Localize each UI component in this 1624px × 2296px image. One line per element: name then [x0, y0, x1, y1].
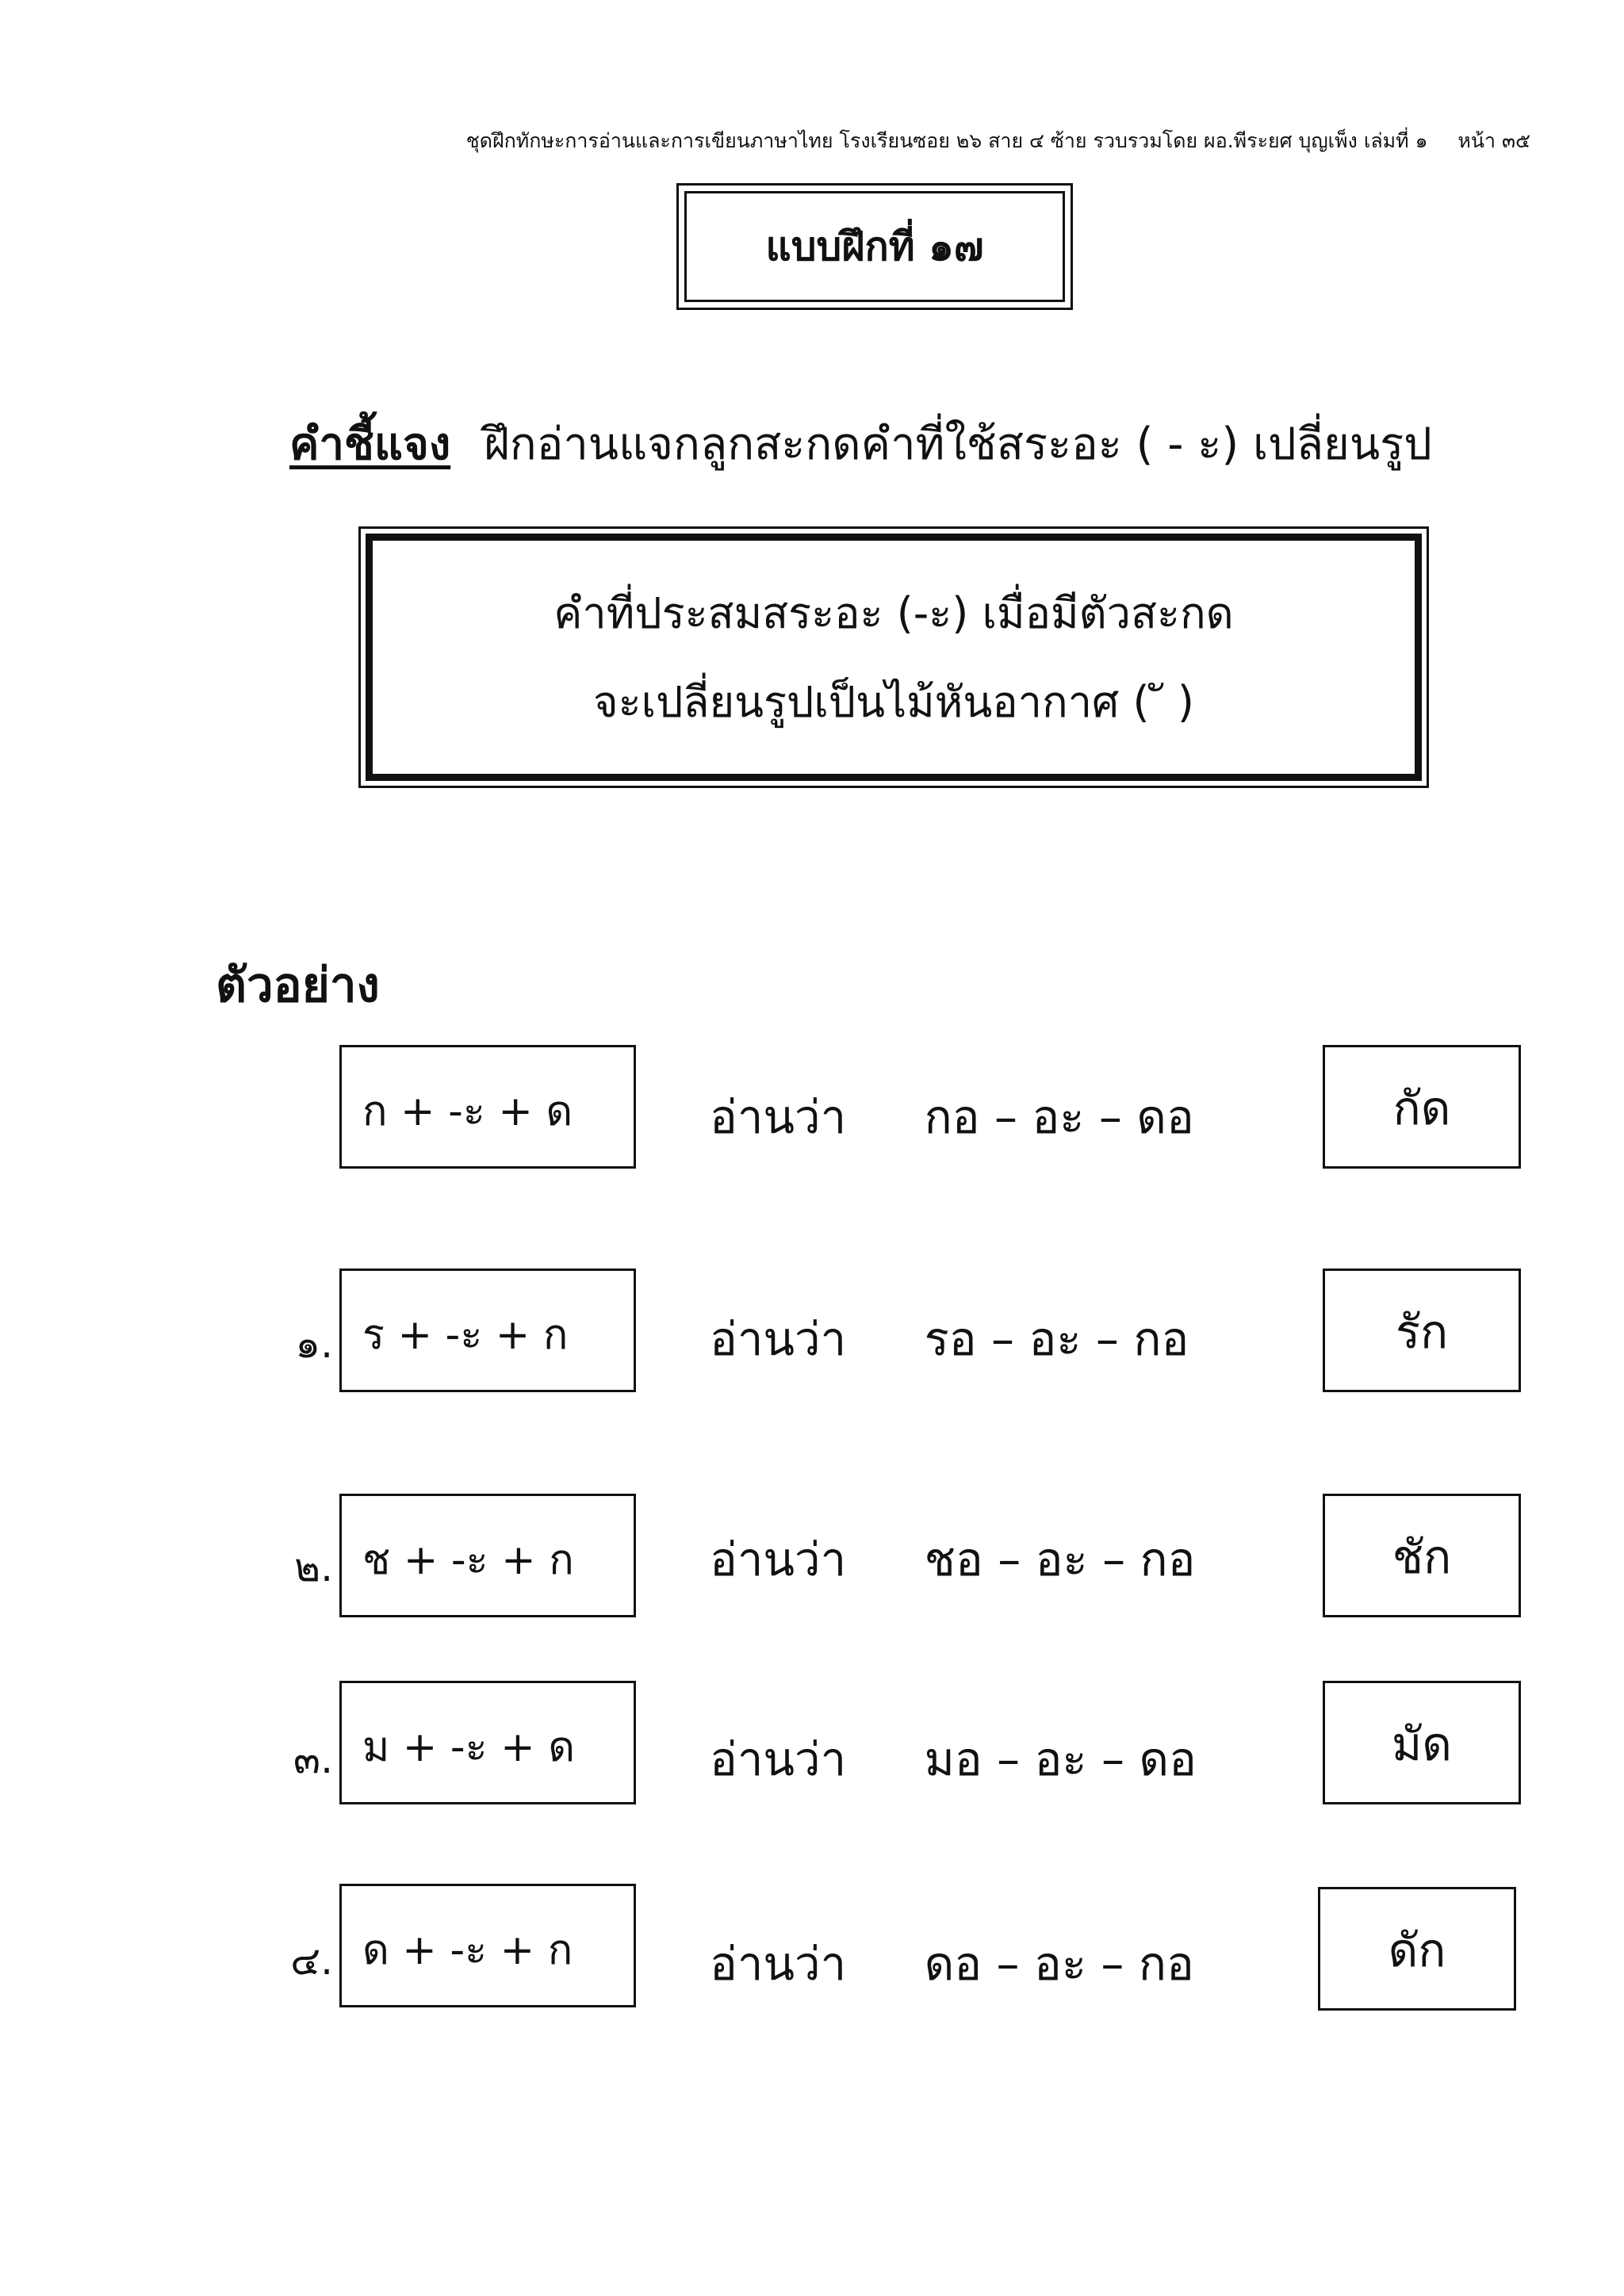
page-header — [466, 125, 1530, 157]
reading — [710, 1927, 1194, 2000]
formula-box — [339, 1494, 636, 1617]
reading — [710, 1080, 1194, 1154]
formula-text: ก + -ะ + ด — [362, 1088, 573, 1135]
rule-box — [358, 526, 1429, 788]
read-label: อ่านว่า — [710, 1732, 847, 1786]
answer-box — [1323, 1045, 1521, 1169]
rule-line-2: จะเปลี่ยนรูปเป็นไม้หันอากาศ ( ั ) — [593, 677, 1194, 727]
answer-text: ชัก — [1392, 1530, 1452, 1584]
row-number: ๒. — [294, 1544, 333, 1590]
reading-text: รอ – อะ – กอ — [924, 1312, 1189, 1366]
formula-text: ด + -ะ + ก — [362, 1927, 573, 1974]
answer-text: รัก — [1395, 1305, 1449, 1359]
reading — [710, 1302, 1189, 1376]
reading-text: ชอ – อะ – กอ — [924, 1533, 1196, 1586]
answer-text: กัด — [1392, 1081, 1451, 1135]
read-label: อ่านว่า — [710, 1312, 847, 1366]
formula-box — [339, 1681, 636, 1804]
answer-box — [1323, 1494, 1521, 1617]
read-label: อ่านว่า — [710, 1090, 847, 1144]
answer-box — [1323, 1269, 1521, 1392]
row-number: ๔. — [290, 1938, 333, 1984]
answer-box — [1323, 1681, 1521, 1804]
answer-box — [1318, 1887, 1516, 2011]
instruction — [289, 408, 1432, 479]
reading — [710, 1722, 1197, 1796]
page-number: หน้า ๓๕ — [1457, 129, 1530, 152]
reading-text: ดอ – อะ – กอ — [924, 1937, 1194, 1991]
example-heading: ตัวอย่าง — [216, 958, 380, 1013]
reading — [710, 1522, 1196, 1596]
row-number: ๓. — [293, 1736, 333, 1782]
answer-text: มัด — [1392, 1717, 1452, 1771]
formula-box — [339, 1045, 636, 1169]
formula-box — [339, 1269, 636, 1392]
page-title: แบบฝึกที่ ๑๗ — [684, 191, 1065, 302]
row-number: ๑. — [295, 1321, 333, 1367]
formula-text: ร + -ะ + ก — [362, 1311, 569, 1359]
formula-text: ช + -ะ + ก — [362, 1536, 574, 1584]
header-text: ชุดฝึกทักษะการอ่านและการเขียนภาษาไทย โรงเรียนซอย ๒๖ สาย ๔ ซ้าย รวบรวมโดย ผอ.พีระยศ บุญเพ็ง เล่มที่ ๑ — [465, 129, 1428, 152]
instruction-label: คำชี้แจง — [289, 419, 451, 470]
formula-text: ม + -ะ + ด — [362, 1724, 575, 1771]
read-label: อ่านว่า — [710, 1937, 847, 1991]
rule-content — [366, 534, 1422, 781]
answer-text: ดัก — [1388, 1923, 1446, 1977]
rule-line-1: คำที่ประสมสระอะ (-ะ) เมื่อมีตัวสะกด — [553, 588, 1234, 638]
instruction-text: ฝึกอ่านแจกลูกสะกดคำที่ใช้สระอะ ( - ะ) เปลี่ยนรูป — [483, 419, 1432, 470]
title-box — [676, 183, 1073, 310]
formula-box — [339, 1884, 636, 2007]
read-label: อ่านว่า — [710, 1533, 847, 1586]
reading-text: กอ – อะ – ดอ — [924, 1090, 1194, 1144]
reading-text: มอ – อะ – ดอ — [924, 1732, 1197, 1786]
